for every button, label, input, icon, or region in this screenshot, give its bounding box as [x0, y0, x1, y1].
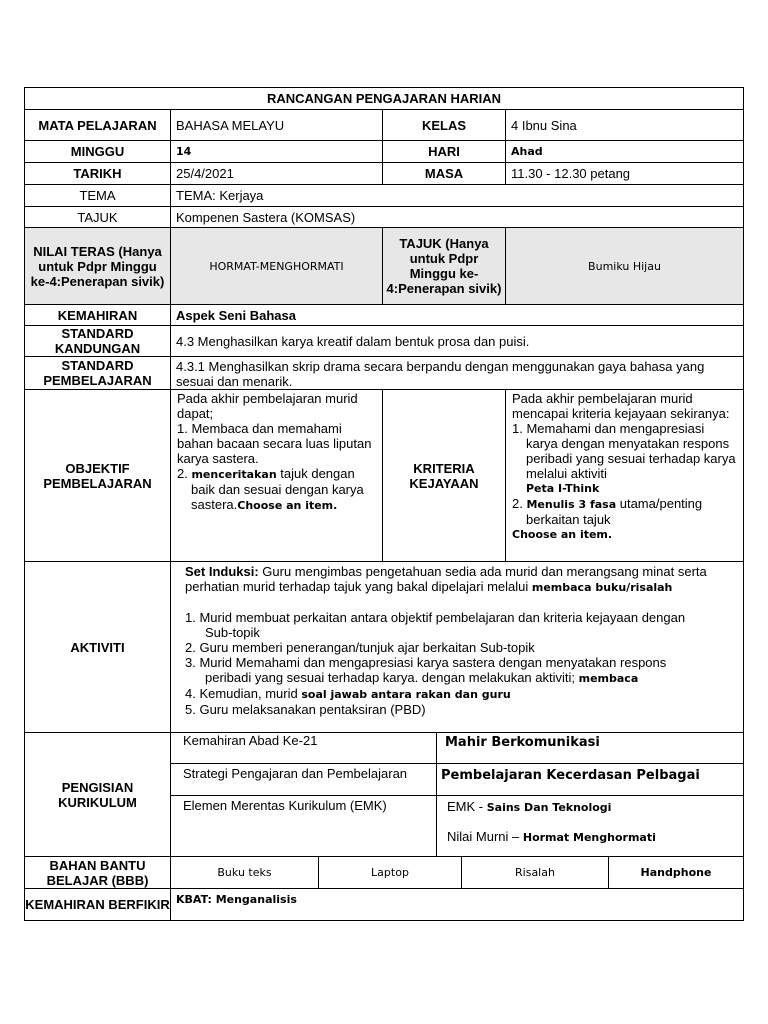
- pengisian-label: PENGISIAN KURIKULUM: [25, 733, 171, 857]
- pengisian-r2-right: Pembelajaran Kecerdasan Pelbagai: [437, 764, 743, 796]
- nilai-teras-value: HORMAT-MENGHORMATI: [171, 228, 383, 305]
- kriteria-item-1-bold: Peta I-Think: [526, 482, 600, 495]
- mata-pelajaran-label: MATA PELAJARAN: [25, 110, 171, 141]
- objektif-item-1: 1. Membaca dan memahami bahan bacaan secara luas liputan karya sastera.: [177, 421, 372, 466]
- pengisian-r2-left: Strategi Pengajaran dan Pembelajaran: [171, 764, 437, 796]
- pengisian-r3-right: [437, 796, 743, 856]
- standard-kandungan-label: STANDARD KANDUNGAN: [25, 326, 171, 357]
- bbb-item-handphone: Handphone: [609, 857, 743, 889]
- aktiviti-item-1: 1. Murid membuat perkaitan antara objektif pembelajaran dan kriteria kejayaan dengan: [185, 610, 686, 625]
- tarikh-label: TARIKH: [25, 163, 171, 185]
- aktiviti-item-3: 3. Murid Memahami dan mengapresiasi karya sastera dengan menyatakan respons: [185, 655, 667, 670]
- aktiviti-item-2: 2. Guru memberi penerangan/tunjuk ajar berkaitan Sub-topik: [185, 640, 535, 655]
- pengisian-r1-right: Mahir Berkomunikasi: [437, 733, 743, 764]
- masa-label: MASA: [383, 163, 506, 185]
- bbb-item-laptop: Laptop: [319, 857, 462, 889]
- objektif-content: [171, 390, 383, 562]
- kriteria-item-1: 1. Memahami dan mengapresiasi karya dengan menyatakan respons peribadi yang sesuai terhadap karya melalui aktiviti: [512, 421, 736, 481]
- pengisian-r3-left: Elemen Merentas Kurikulum (EMK): [171, 796, 437, 856]
- aktiviti-item-4: 4. Kemudian, murid soal jawab antara rakan dan guru: [185, 686, 511, 701]
- mata-pelajaran-value: BAHASA MELAYU: [171, 110, 383, 141]
- kriteria-item-2: 2. Menulis 3 fasa utama/penting berkaitan tajuk: [512, 496, 703, 527]
- kemahiran-berfikir-value: KBAT: Menganalisis: [176, 893, 297, 906]
- tarikh-value: 25/4/2021: [171, 163, 383, 185]
- tajuk-value: Kompenen Sastera (KOMSAS): [171, 207, 743, 228]
- kriteria-intro: Pada akhir pembelajaran murid mencapai kriteria kejayaan sekiranya:: [512, 391, 730, 421]
- kriteria-choose-item[interactable]: Choose an item.: [512, 528, 613, 541]
- minggu-label: MINGGU: [25, 141, 171, 163]
- lesson-plan-table: [24, 87, 744, 921]
- nilai-teras-label: NILAI TERAS (Hanya untuk Pdpr Minggu ke-4:Penerapan sivik): [25, 228, 171, 305]
- kelas-value: 4 Ibnu Sina: [506, 110, 743, 141]
- tajuk-sivik-value: Bumiku Hijau: [506, 228, 743, 305]
- aktiviti-item-1b: Sub-topik: [205, 625, 260, 640]
- nilai-murni-value: Nilai Murni – Hormat Menghormati: [447, 829, 656, 844]
- pengisian-content: [171, 733, 743, 857]
- standard-pembelajaran-label: STANDARD PEMBELAJARAN: [25, 357, 171, 390]
- aktiviti-item-5: 5. Guru melaksanakan pentaksiran (PBD): [185, 702, 426, 717]
- hari-label: HARI: [383, 141, 506, 163]
- page-title: RANCANGAN PENGAJARAN HARIAN: [25, 88, 743, 110]
- tema-label: TEMA: [25, 185, 171, 207]
- kemahiran-berfikir-label: KEMAHIRAN BERFIKIR: [25, 889, 171, 920]
- aktiviti-content: [171, 562, 743, 733]
- standard-pembelajaran-value: 4.3.1 Menghasilkan skrip drama secara berpandu dengan menggunakan gaya bahasa yang sesuai dan menarik.: [171, 357, 743, 390]
- bbb-label: BAHAN BANTU BELAJAR (BBB): [25, 857, 171, 889]
- tajuk-label: TAJUK: [25, 207, 171, 228]
- kemahiran-label: KEMAHIRAN: [25, 305, 171, 326]
- objektif-intro: Pada akhir pembelajaran murid dapat;: [177, 391, 358, 421]
- standard-kandungan-value: 4.3 Menghasilkan karya kreatif dalam bentuk prosa dan puisi.: [171, 326, 743, 357]
- minggu-value: 14: [171, 141, 383, 163]
- set-induksi: Set Induksi: Guru mengimbas pengetahuan sedia ada murid dan merangsang minat serta perhatian murid terhadap tajuk yang bakal dipelajari melalui membaca buku/risalah: [185, 564, 707, 594]
- hari-value: Ahad: [506, 141, 743, 163]
- emk-value: EMK - Sains Dan Teknologi: [447, 799, 612, 814]
- bbb-item-risalah: Risalah: [462, 857, 609, 889]
- pengisian-r1-left: Kemahiran Abad Ke-21: [171, 733, 437, 764]
- bbb-item-buku-teks: Buku teks: [171, 857, 319, 889]
- kriteria-content: [506, 390, 743, 562]
- tajuk-sivik-label: TAJUK (Hanya untuk Pdpr Minggu ke-4:Penerapan sivik): [383, 228, 506, 305]
- kelas-label: KELAS: [383, 110, 506, 141]
- aktiviti-label: AKTIVITI: [25, 562, 171, 733]
- masa-value: 11.30 - 12.30 petang: [506, 163, 743, 185]
- aktiviti-item-3b: peribadi yang sesuai terhadap karya. dengan melakukan aktiviti; membaca: [205, 670, 639, 685]
- objektif-item-2: 2. menceritakan tajuk dengan baik dan sesuai dengan karya sastera.Choose an item.: [177, 466, 364, 512]
- kriteria-label: KRITERIA KEJAYAAN: [383, 390, 506, 562]
- objektif-label: OBJEKTIF PEMBELAJARAN: [25, 390, 171, 562]
- kemahiran-value: Aspek Seni Bahasa: [171, 305, 743, 326]
- tema-value: TEMA: Kerjaya: [171, 185, 743, 207]
